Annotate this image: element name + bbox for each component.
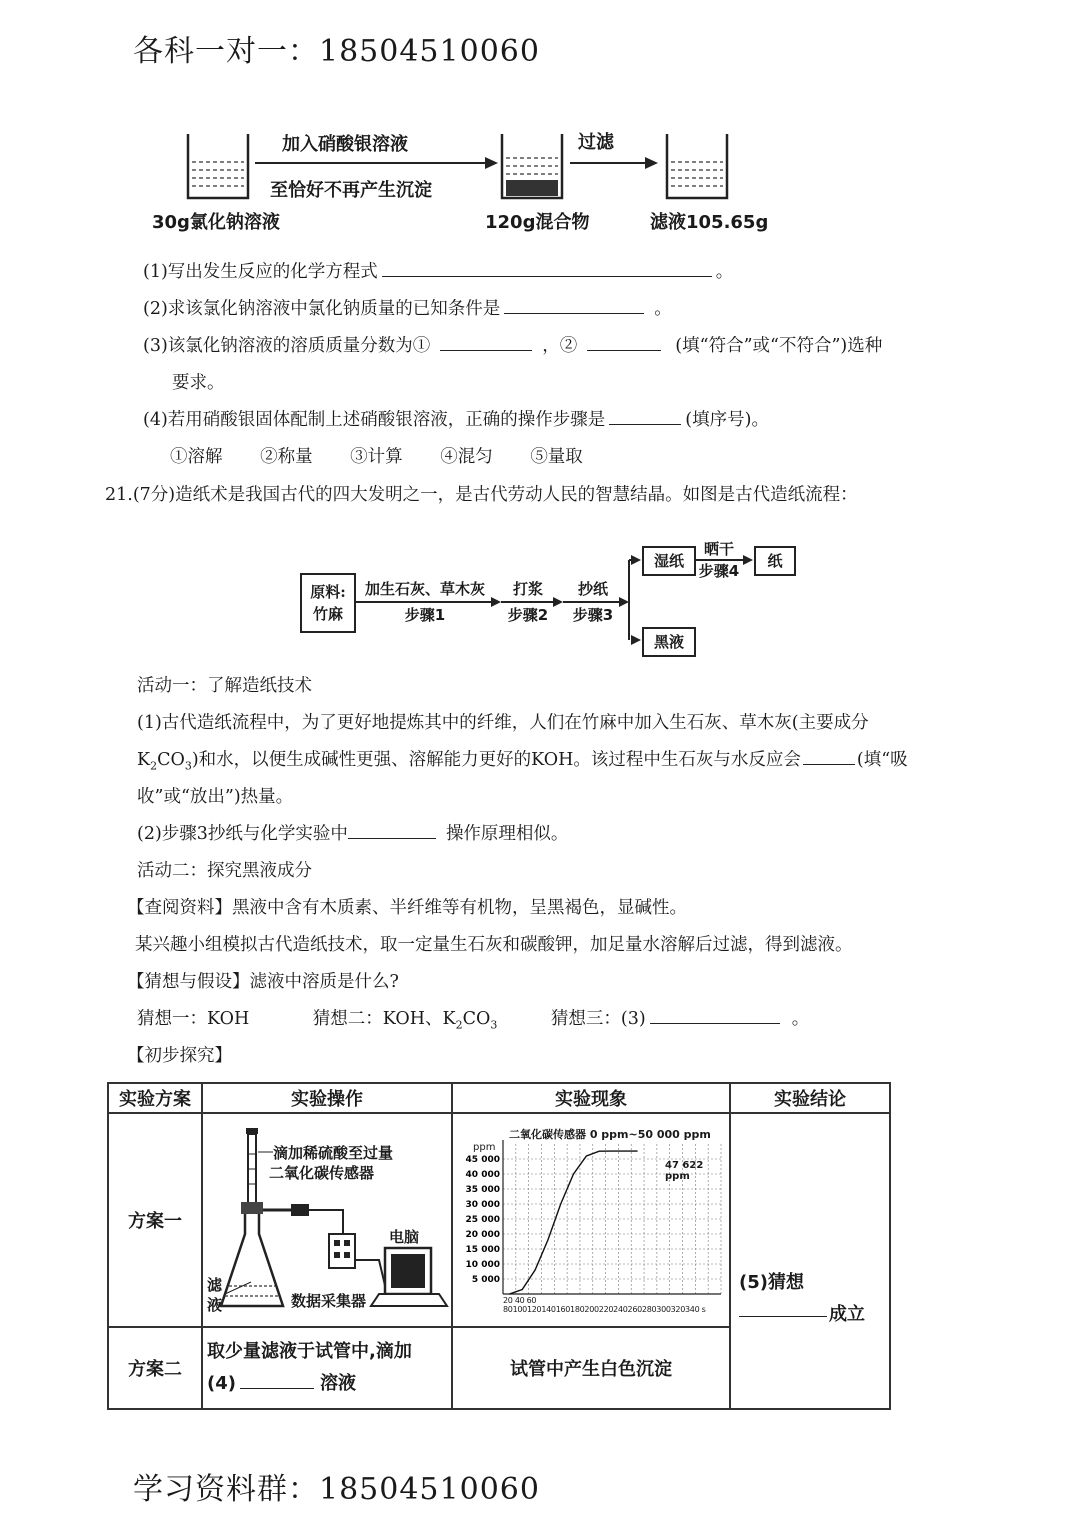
experiment-table: [107, 1082, 891, 1410]
footer-contact: 学习资料群：18504510060: [133, 1472, 540, 1507]
black-liquor-box: 黑液: [642, 627, 696, 657]
header-operation: 实验操作: [202, 1083, 452, 1113]
filtrate-label-1: 滤: [207, 1276, 223, 1294]
step4-top: 晒干: [703, 540, 734, 558]
step2-bottom: 步骤2: [507, 606, 549, 624]
header-conclusion: 实验结论: [730, 1083, 890, 1113]
filtrate-label-2: 液: [207, 1296, 223, 1314]
q20-blank-3a[interactable]: [440, 334, 532, 351]
q21-intro: 21.(7分)造纸术是我国古代的四大发明之一，是古代劳动人民的智慧结晶。如图是古代造纸流程：: [105, 485, 858, 505]
q20-blank-2[interactable]: [504, 297, 644, 314]
acid-label: 滴加稀硫酸至过量: [273, 1144, 394, 1162]
y-tick-label: 45 000: [465, 1155, 500, 1165]
conclusion-text-a: (5)猜想: [739, 1272, 804, 1293]
q20-blank-4[interactable]: [609, 408, 681, 425]
q20-part4: (4)若用硝酸银固体配制上述硝酸银溶液，正确的操作步骤是 (填序号)。: [143, 410, 769, 430]
paper-making-flow: [295, 530, 805, 660]
paper-box: 纸: [754, 546, 796, 576]
chart-annotation: 47 622 ppm: [665, 1160, 704, 1182]
y-tick-label: 15 000: [465, 1245, 500, 1255]
q21-part1-line1: (1)古代造纸流程中，为了更好地提炼其中的纤维，人们在竹麻中加入生石灰、草木灰(主要成分: [137, 713, 869, 733]
y-tick-label: 25 000: [465, 1215, 500, 1225]
hypothesis-3: 猜想三：(3) 。: [550, 1009, 810, 1029]
option: ②称量: [260, 447, 313, 467]
y-tick-label: 10 000: [465, 1260, 500, 1270]
plan-2-phenomenon: 试管中产生白色沉淀: [452, 1327, 730, 1409]
option: ①溶解: [170, 447, 223, 467]
hypothesis-title: 【猜想与假设】滤液中溶质是什么?: [127, 972, 399, 992]
step3-bottom: 步骤3: [572, 606, 614, 624]
q20-part1: (1)写出发生反应的化学方程式 。: [143, 262, 734, 282]
q20-options: [170, 443, 583, 468]
q21-blank-1[interactable]: [803, 748, 855, 765]
plan-2-blank[interactable]: [240, 1370, 314, 1389]
option: ⑤量取: [530, 447, 583, 467]
activity-2-title: 活动二：探究黑液成分: [137, 861, 312, 881]
q20-part2: (2)求该氯化钠溶液中氯化钠质量的已知条件是 。: [143, 299, 672, 319]
arrow-1-top-label: 加入硝酸银溶液: [282, 134, 408, 155]
beaker-1-label: 30g氯化钠溶液: [152, 212, 280, 233]
apparatus-cell: [202, 1113, 452, 1327]
q20-blank-1[interactable]: [382, 260, 712, 277]
conclusion-text-b: 成立: [829, 1304, 865, 1325]
nacl-process-figure: [140, 100, 780, 240]
q21-part2: (2)步骤3抄纸与化学实验中 操作原理相似。: [137, 824, 569, 844]
step2-top: 打浆: [512, 580, 543, 598]
sensor-label: 二氧化碳传感器: [269, 1164, 375, 1182]
plan-1-label: 方案一: [108, 1113, 202, 1327]
beaker-3-label: 滤液105.65g: [650, 212, 769, 233]
beaker-2-icon: [502, 134, 562, 198]
header-phenomenon: 实验现象: [452, 1083, 730, 1113]
beaker-1-icon: [188, 134, 248, 198]
computer-label: 电脑: [389, 1228, 420, 1246]
y-tick-label: 35 000: [465, 1185, 500, 1195]
beaker-3-icon: [667, 134, 727, 198]
q21-part1-line2: $K_2CO_3$)和水，以便生成碱性更强、溶解能力更好的KOH。该过程中生石灰与水反应会 (填“吸: [137, 750, 908, 773]
group-description: 某兴趣小组模拟古代造纸技术，取一定量生石灰和碳酸钾，加足量水溶解后过滤，得到滤液。: [135, 935, 853, 955]
header-plan: 实验方案: [108, 1083, 202, 1113]
co2-chart: [453, 1114, 729, 1326]
hypotheses: [137, 1005, 809, 1032]
step3-top: 抄纸: [577, 580, 608, 598]
chart-ylabel: ppm: [473, 1142, 496, 1153]
q21-part1-line3: 收”或“放出”)热量。: [137, 787, 294, 807]
hypothesis-1: 猜想一：KOH: [137, 1009, 250, 1029]
q20-part3-cont: 要求。: [172, 373, 225, 393]
chart-cell: [452, 1113, 730, 1327]
option: ③计算: [350, 447, 403, 467]
reference-info: 【查阅资料】黑液中含有木质素、半纤维等有机物，呈黑褐色，显碱性。: [127, 898, 687, 918]
q20-part3: (3)该氯化钠溶液的溶质质量分数为① ，② (填“符合”或“不符合”)选种: [143, 336, 883, 356]
y-tick-label: 30 000: [465, 1200, 500, 1210]
arrow-2-top-label: 过滤: [578, 132, 614, 153]
preliminary-explore: 【初步探究】: [127, 1046, 232, 1066]
step4-bottom: 步骤4: [698, 562, 740, 580]
conclusion-cell: [730, 1113, 890, 1409]
arrow-1-bottom-label: 至恰好不再产生沉淀: [270, 180, 432, 201]
plan-2-label: 方案二: [108, 1327, 202, 1409]
collector-label: 数据采集器: [291, 1292, 367, 1310]
activity-1-title: 活动一：了解造纸技术: [137, 676, 312, 696]
chart-xticks: 20 40 60 80100120140160180200220240260280300320340 s: [503, 1296, 706, 1314]
step1-bottom: 步骤1: [404, 606, 446, 624]
q20-blank-3b[interactable]: [587, 334, 661, 351]
option: ④混匀: [440, 447, 493, 467]
plan-2-operation: 取少量滤液于试管中,滴加 (4) 溶液: [202, 1327, 452, 1409]
step1-top: 加生石灰、草木灰: [364, 580, 485, 598]
wet-paper-box: 湿纸: [642, 546, 696, 576]
q21-blank-2[interactable]: [348, 822, 436, 839]
chart-title: 二氧化碳传感器 0 ppm~50 000 ppm: [509, 1128, 711, 1141]
q21-blank-3[interactable]: [650, 1007, 780, 1024]
hypothesis-2: 猜想二：KOH、$K_2CO_3$: [312, 1009, 498, 1032]
header-contact: 各科一对一：18504510060: [133, 34, 540, 69]
raw-material-box: 原料: 竹麻: [300, 573, 356, 633]
y-tick-label: 40 000: [465, 1170, 500, 1180]
conclusion-blank[interactable]: [739, 1316, 827, 1317]
y-tick-label: 20 000: [465, 1230, 500, 1240]
y-tick-label: 5 000: [471, 1275, 500, 1285]
beaker-2-label: 120g混合物: [485, 212, 590, 233]
